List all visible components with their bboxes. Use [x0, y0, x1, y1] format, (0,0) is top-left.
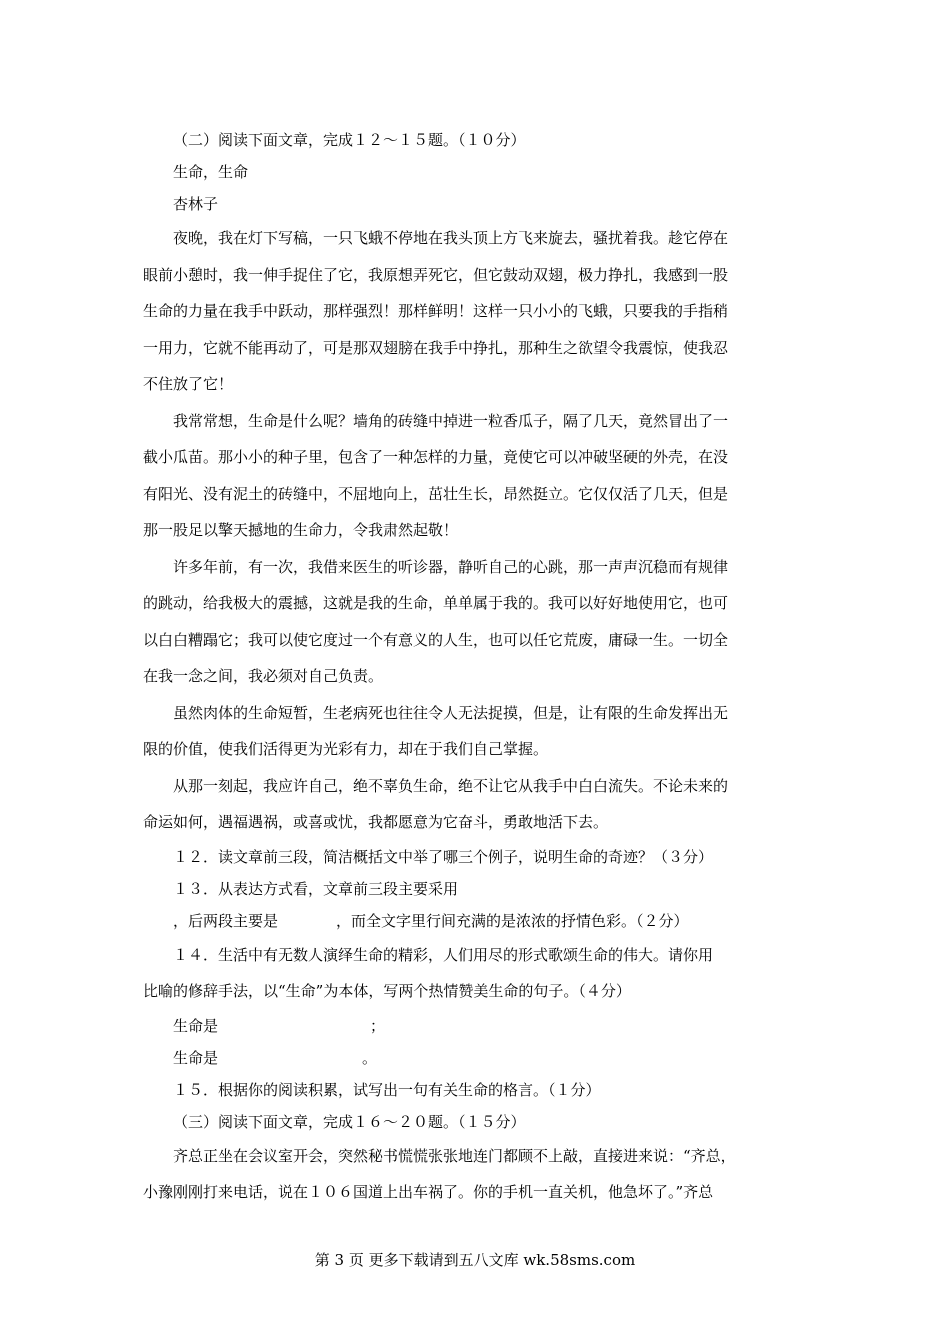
article-paragraph-3 — [143, 549, 809, 695]
paragraph-line: 在我一念之间，我必须对自己负责。 — [143, 667, 384, 685]
question-14-answer-1 — [143, 1010, 809, 1042]
paragraph-line: 有阳光、没有泥土的砖缝中，不屈地向上，茁壮生长，昂然挺立。它仅仅活了几天，但是 — [143, 484, 729, 503]
paragraph-line: 以白白糟蹋它；我可以使它度过一个有意义的人生，也可以任它荒废，庸碌一生。一切全 — [143, 630, 729, 649]
paragraph-line: 生命的力量在我手中跃动，那样强烈！那样鲜明！这样一只小小的飞蛾，只要我的手指稍 — [143, 302, 729, 320]
paragraph-line: 从那一刻起，我应许自己，绝不辜负生命，绝不让它从我手中白白流失。不论未来的 — [173, 776, 729, 795]
page-footer: 第 3 页 更多下载请到五八文库 wk.58sms.com — [314, 1251, 636, 1269]
answer-prefix: 生命是 — [173, 1016, 219, 1035]
paragraph-line: 齐总正坐在会议室开会，突然秘书慌慌张张地连门都顾不上敲，直接进来说：“齐总， — [173, 1146, 736, 1165]
question-15: １５．根据你的阅读积累，试写出一句有关生命的格言。（１分） — [173, 1080, 601, 1099]
article-author: 杏林子 — [173, 195, 219, 213]
question-13-line-1: １３．从表达方式看，文章前三段主要采用 — [173, 879, 459, 898]
paragraph-line: 不住放了它！ — [143, 375, 234, 393]
question-14-answer-2 — [143, 1042, 809, 1074]
question-12: １２．读文章前三段，简洁概括文中举了哪三个例子，说明生命的奇迹？（３分） — [173, 847, 714, 866]
paragraph-line: 我常常想，生命是什么呢？墙角的砖缝中掉进一粒香瓜子，隔了几天，竟然冒出了一 — [173, 411, 729, 430]
question-14-line-1: １４．生活中有无数人演绎生命的精彩，人们用尽的形式歌颂生命的伟大。请你用 — [173, 945, 714, 964]
paragraph-line: 截小瓜苗。那小小的种子里，包含了一种怎样的力量，竟使它可以冲破坚硬的外壳，在没 — [143, 448, 729, 466]
article-paragraph-4 — [143, 695, 809, 768]
answer-end: ； — [370, 1016, 386, 1035]
article-title: 生命，生命 — [173, 163, 249, 181]
question-13-line-2 — [143, 905, 809, 937]
q13-text-b: ，而全文字里行间充满的是浓浓的抒情色彩。（２分） — [336, 911, 689, 930]
paragraph-line: 那一股足以擎天撼地的生命力，令我肃然起敬！ — [143, 521, 459, 539]
section2-heading: （二）阅读下面文章，完成１２～１５题。（１０分） — [173, 131, 526, 149]
paragraph-line: 的跳动，给我极大的震撼，这就是我的生命，单单属于我的。我可以好好地使用它，也可 — [143, 594, 729, 612]
paragraph-line: 夜晚，我在灯下写稿，一只飞蛾不停地在我头顶上方飞来旋去，骚扰着我。趁它停在 — [173, 229, 729, 247]
answer-end: 。 — [362, 1048, 378, 1067]
question-14-line-2: 比喻的修辞手法，以“生命”为本体，写两个热情赞美生命的句子。（４分） — [143, 982, 631, 1000]
paragraph-line: 许多年前，有一次，我借来医生的听诊器，静听自己的心跳，那一声声沉稳而有规律 — [173, 557, 729, 576]
paragraph-line: 小豫刚刚打来电话，说在１０６国道上出车祸了。你的手机一直关机，他急坏了。”齐总 — [143, 1183, 714, 1201]
paragraph-line: 一用力，它就不能再动了，可是那双翅膀在我手中挣扎，那种生之欲望令我震惊，使我忍 — [143, 338, 729, 357]
article-paragraph-1 — [143, 220, 809, 403]
article-paragraph-5 — [143, 768, 809, 841]
section3-paragraph — [143, 1138, 809, 1211]
paragraph-line: 虽然肉体的生命短暂，生老病死也往往令人无法捉摸，但是，让有限的生命发挥出无 — [173, 703, 729, 722]
q13-text-a: ，后两段主要是 — [173, 911, 279, 930]
page-content — [143, 124, 809, 1211]
paragraph-line: 眼前小憩时，我一伸手捉住了它，我原想弄死它，但它鼓动双翅，极力挣扎，我感到一股 — [143, 265, 729, 284]
answer-prefix: 生命是 — [173, 1048, 219, 1067]
article-paragraph-2 — [143, 403, 809, 549]
section3-heading: （三）阅读下面文章，完成１６～２０题。（１５分） — [173, 1112, 526, 1131]
paragraph-line: 命运如何，遇福遇祸，或喜或忧，我都愿意为它奋斗，勇敢地活下去。 — [143, 813, 609, 831]
paragraph-line: 限的价值，使我们活得更为光彩有力，却在于我们自己掌握。 — [143, 740, 549, 758]
